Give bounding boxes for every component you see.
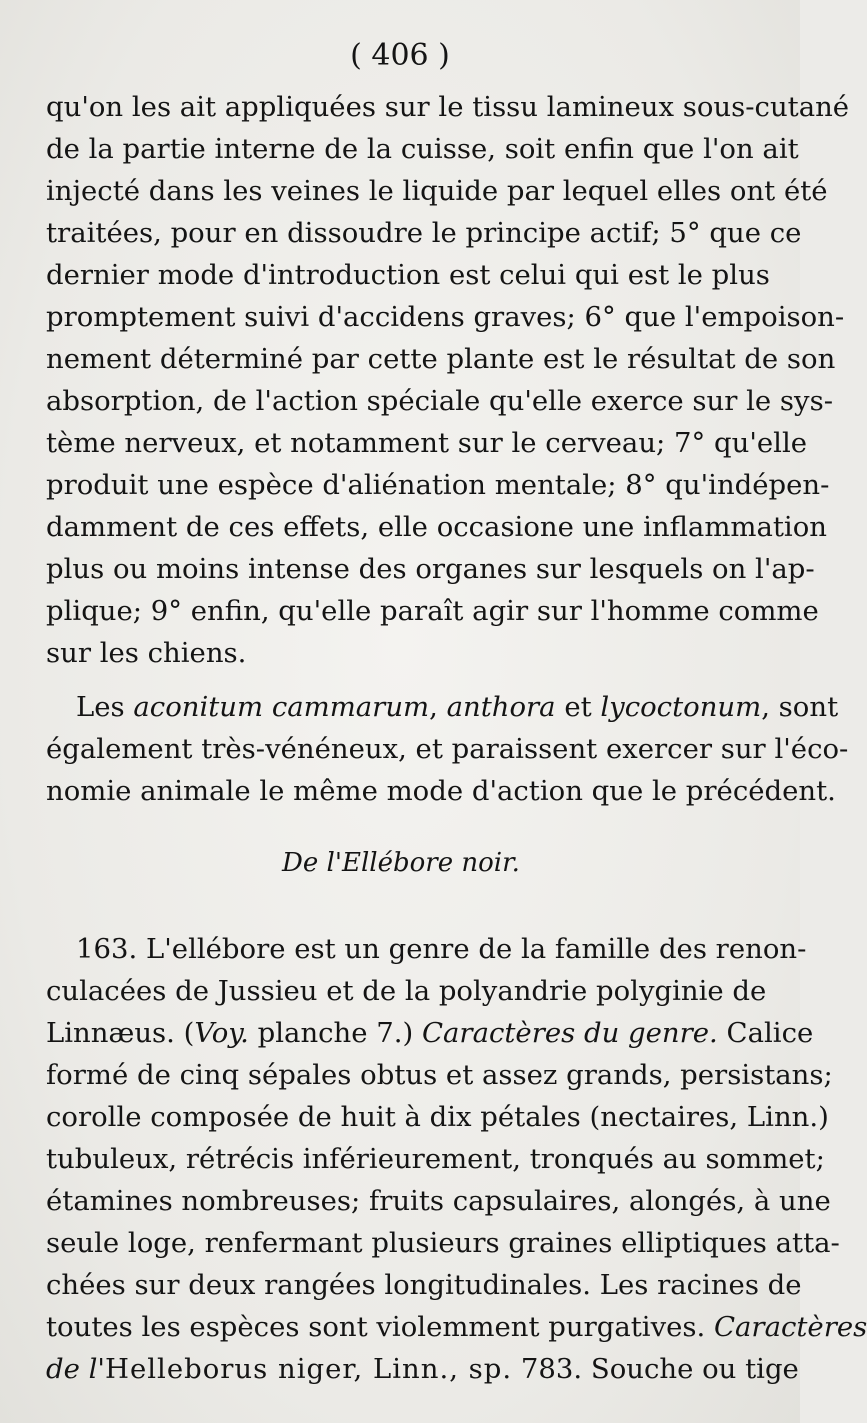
text-line: sur les chiens. xyxy=(46,637,247,669)
paragraph-3 xyxy=(46,928,867,1390)
text-line: 163. L'ellébore est un genre de la famille des renon- xyxy=(76,933,807,965)
text-line: damment de ces effets, elle occasione une inflammation xyxy=(46,511,827,543)
body-text xyxy=(46,86,867,1390)
text-line: nement déterminé par cette plante est le résultat de son xyxy=(46,343,836,375)
text-line: étamines nombreuses; fruits capsulaires, alongés, à une xyxy=(46,1185,831,1217)
text-line: formé de cinq sépales obtus et assez grands, persistans; xyxy=(46,1059,833,1091)
text-line: tème nerveux, et notamment sur le cerveau; 7° qu'elle xyxy=(46,427,808,459)
section-heading: De l'Ellébore noir. xyxy=(282,848,520,878)
text-line: injecté dans les veines le liquide par lequel elles ont été xyxy=(46,175,828,207)
text-line: plique; 9° enfin, qu'elle paraît agir sur l'homme comme xyxy=(46,595,819,627)
text-line: chées sur deux rangées longitudinales. Les racines de xyxy=(46,1269,802,1301)
italic-term: anthora xyxy=(446,691,556,723)
text-line: qu'on les ait appliquées sur le tissu lamineux sous-cutané xyxy=(46,91,850,123)
text-line: de la partie interne de la cuisse, soit enfin que l'on ait xyxy=(46,133,799,165)
text-line: culacées de Jussieu et de la polyandrie polyginie de xyxy=(46,975,767,1007)
page-number: ( 406 ) xyxy=(350,38,450,73)
text-line: plus ou moins intense des organes sur lesquels on l'ap- xyxy=(46,553,815,585)
text-line: Linnæus. (Voy. planche 7.) Caractères du genre. Calice xyxy=(46,1017,814,1049)
paragraph-2 xyxy=(46,686,849,812)
paragraph-1 xyxy=(46,86,850,674)
text-line: nomie animale le même mode d'action que le précédent. xyxy=(46,775,836,807)
italic-term: aconitum cammarum xyxy=(133,691,430,723)
text-line: promptement suivi d'accidens graves; 6° que l'empoison- xyxy=(46,301,845,333)
italic-term: Caractères xyxy=(714,1311,867,1343)
text-line: Les aconitum cammarum, anthora et lycoctonum, sont xyxy=(76,691,839,723)
text-line: traitées, pour en dissoudre le principe actif; 5° que ce xyxy=(46,217,802,249)
text-line: seule loge, renfermant plusieurs graines elliptiques atta- xyxy=(46,1227,840,1259)
text-line: tubuleux, rétrécis inférieurement, tronqués au sommet; xyxy=(46,1143,825,1175)
text-line: dernier mode d'introduction est celui qui est le plus xyxy=(46,259,770,291)
italic-term: de l' xyxy=(46,1353,105,1385)
text-line: absorption, de l'action spéciale qu'elle exerce sur le sys- xyxy=(46,385,833,417)
text-line: de l'Helleborus niger, Linn., sp. 783. Souche ou tige xyxy=(46,1353,799,1385)
text-line: également très-vénéneux, et paraissent exercer sur l'éco- xyxy=(46,733,849,765)
italic-term: lycoctonum xyxy=(600,691,762,723)
text-line: toutes les espèces sont violemment purgatives. Caractères xyxy=(46,1311,867,1343)
text-line: produit une espèce d'aliénation mentale; 8° qu'indépen- xyxy=(46,469,830,501)
italic-term: Caractères du genre. xyxy=(422,1017,718,1049)
italic-term: Voy. xyxy=(194,1017,249,1049)
text-line: corolle composée de huit à dix pétales (nectaires, Linn.) xyxy=(46,1101,829,1133)
species-name: Helleborus niger, Linn., sp. xyxy=(104,1353,513,1385)
